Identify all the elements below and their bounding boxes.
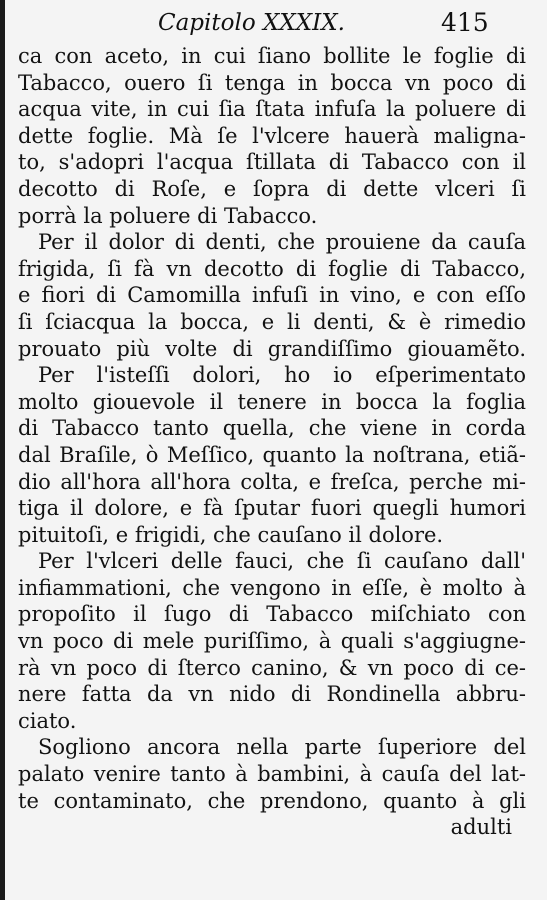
text-line: acqua vite, in cui ſia ſtata infuſa la poluere di [18, 97, 526, 122]
text-line: palato venire tanto à bambini, à cauſa del lat- [18, 762, 526, 787]
text-line: prouato più volte di grandiſſimo giouamẽto. [18, 336, 526, 361]
text-line: dal Braſile, ò Meſſico, quanto la noſtrana, etiã- [18, 442, 526, 467]
page-number: 415 [441, 8, 489, 37]
text-line: molto giouevole il tenere in bocca la foglia [18, 389, 526, 414]
text-line: vn poco di mele puriſſimo, à quali s'aggiugne- [18, 629, 526, 654]
text-line: di Tabacco tanto quella, che viene in corda [18, 416, 526, 441]
text-line: te contaminato, che prendono, quanto à gli [18, 788, 526, 813]
text-line: ciato. [18, 708, 77, 733]
text-line: nere fatta da vn nido di Rondinella abbru- [18, 682, 526, 707]
text-line: Per l'vlceri delle fauci, che ſi cauſano dall' [38, 549, 526, 574]
text-line: pituitoſi, e frigidi, che cauſano il dolore. [18, 522, 444, 547]
page-header [0, 4, 547, 40]
text-line: Per l'isteſſi dolori, ho io eſperimentato [38, 363, 526, 388]
text-line: ca con aceto, in cui ſiano bollite le foglie di [18, 44, 526, 68]
body-text [18, 43, 526, 841]
text-line: Sogliono ancora nella parte ſuperiore del [38, 735, 526, 760]
text-line: infiammationi, che vengono in eſſe, è molto à [18, 575, 526, 600]
text-line: frigida, ſi fà vn decotto di foglie di Tabacco, [18, 256, 526, 281]
text-line: to, s'adopri l'acqua ſtillata di Tabacco con il [18, 150, 526, 175]
text-line: tiga il dolore, e fà ſputar fuori quegli humori [18, 496, 526, 521]
text-line: dette foglie. Mà ſe l'vlcere hauerà maligna- [18, 123, 526, 148]
text-line: propoſito il ſugo di Tabacco miſchiato con [18, 602, 526, 627]
text-line: e fiori di Camomilla infuſi in vino, e con eſſo [18, 283, 526, 308]
running-head: Capitolo XXXIX. [158, 10, 345, 36]
text-line: ſi ſciacqua la bocca, e li denti, & è rimedio [18, 309, 526, 334]
text-line: rà vn poco di ſterco canino, & vn poco di ce- [18, 655, 526, 680]
text-line: porrà la poluere di Tabacco. [18, 203, 318, 228]
text-line: Per il dolor di denti, che prouiene da cauſa [38, 230, 526, 255]
text-line: decotto di Roſe, e ſopra di dette vlceri ſi [18, 176, 526, 201]
text-line: dio all'hora all'hora colta, e freſca, perche mi- [18, 469, 526, 494]
catchword: adulti [450, 815, 512, 840]
text-line: Tabacco, ouero ſi tenga in bocca vn poco di [18, 70, 526, 95]
